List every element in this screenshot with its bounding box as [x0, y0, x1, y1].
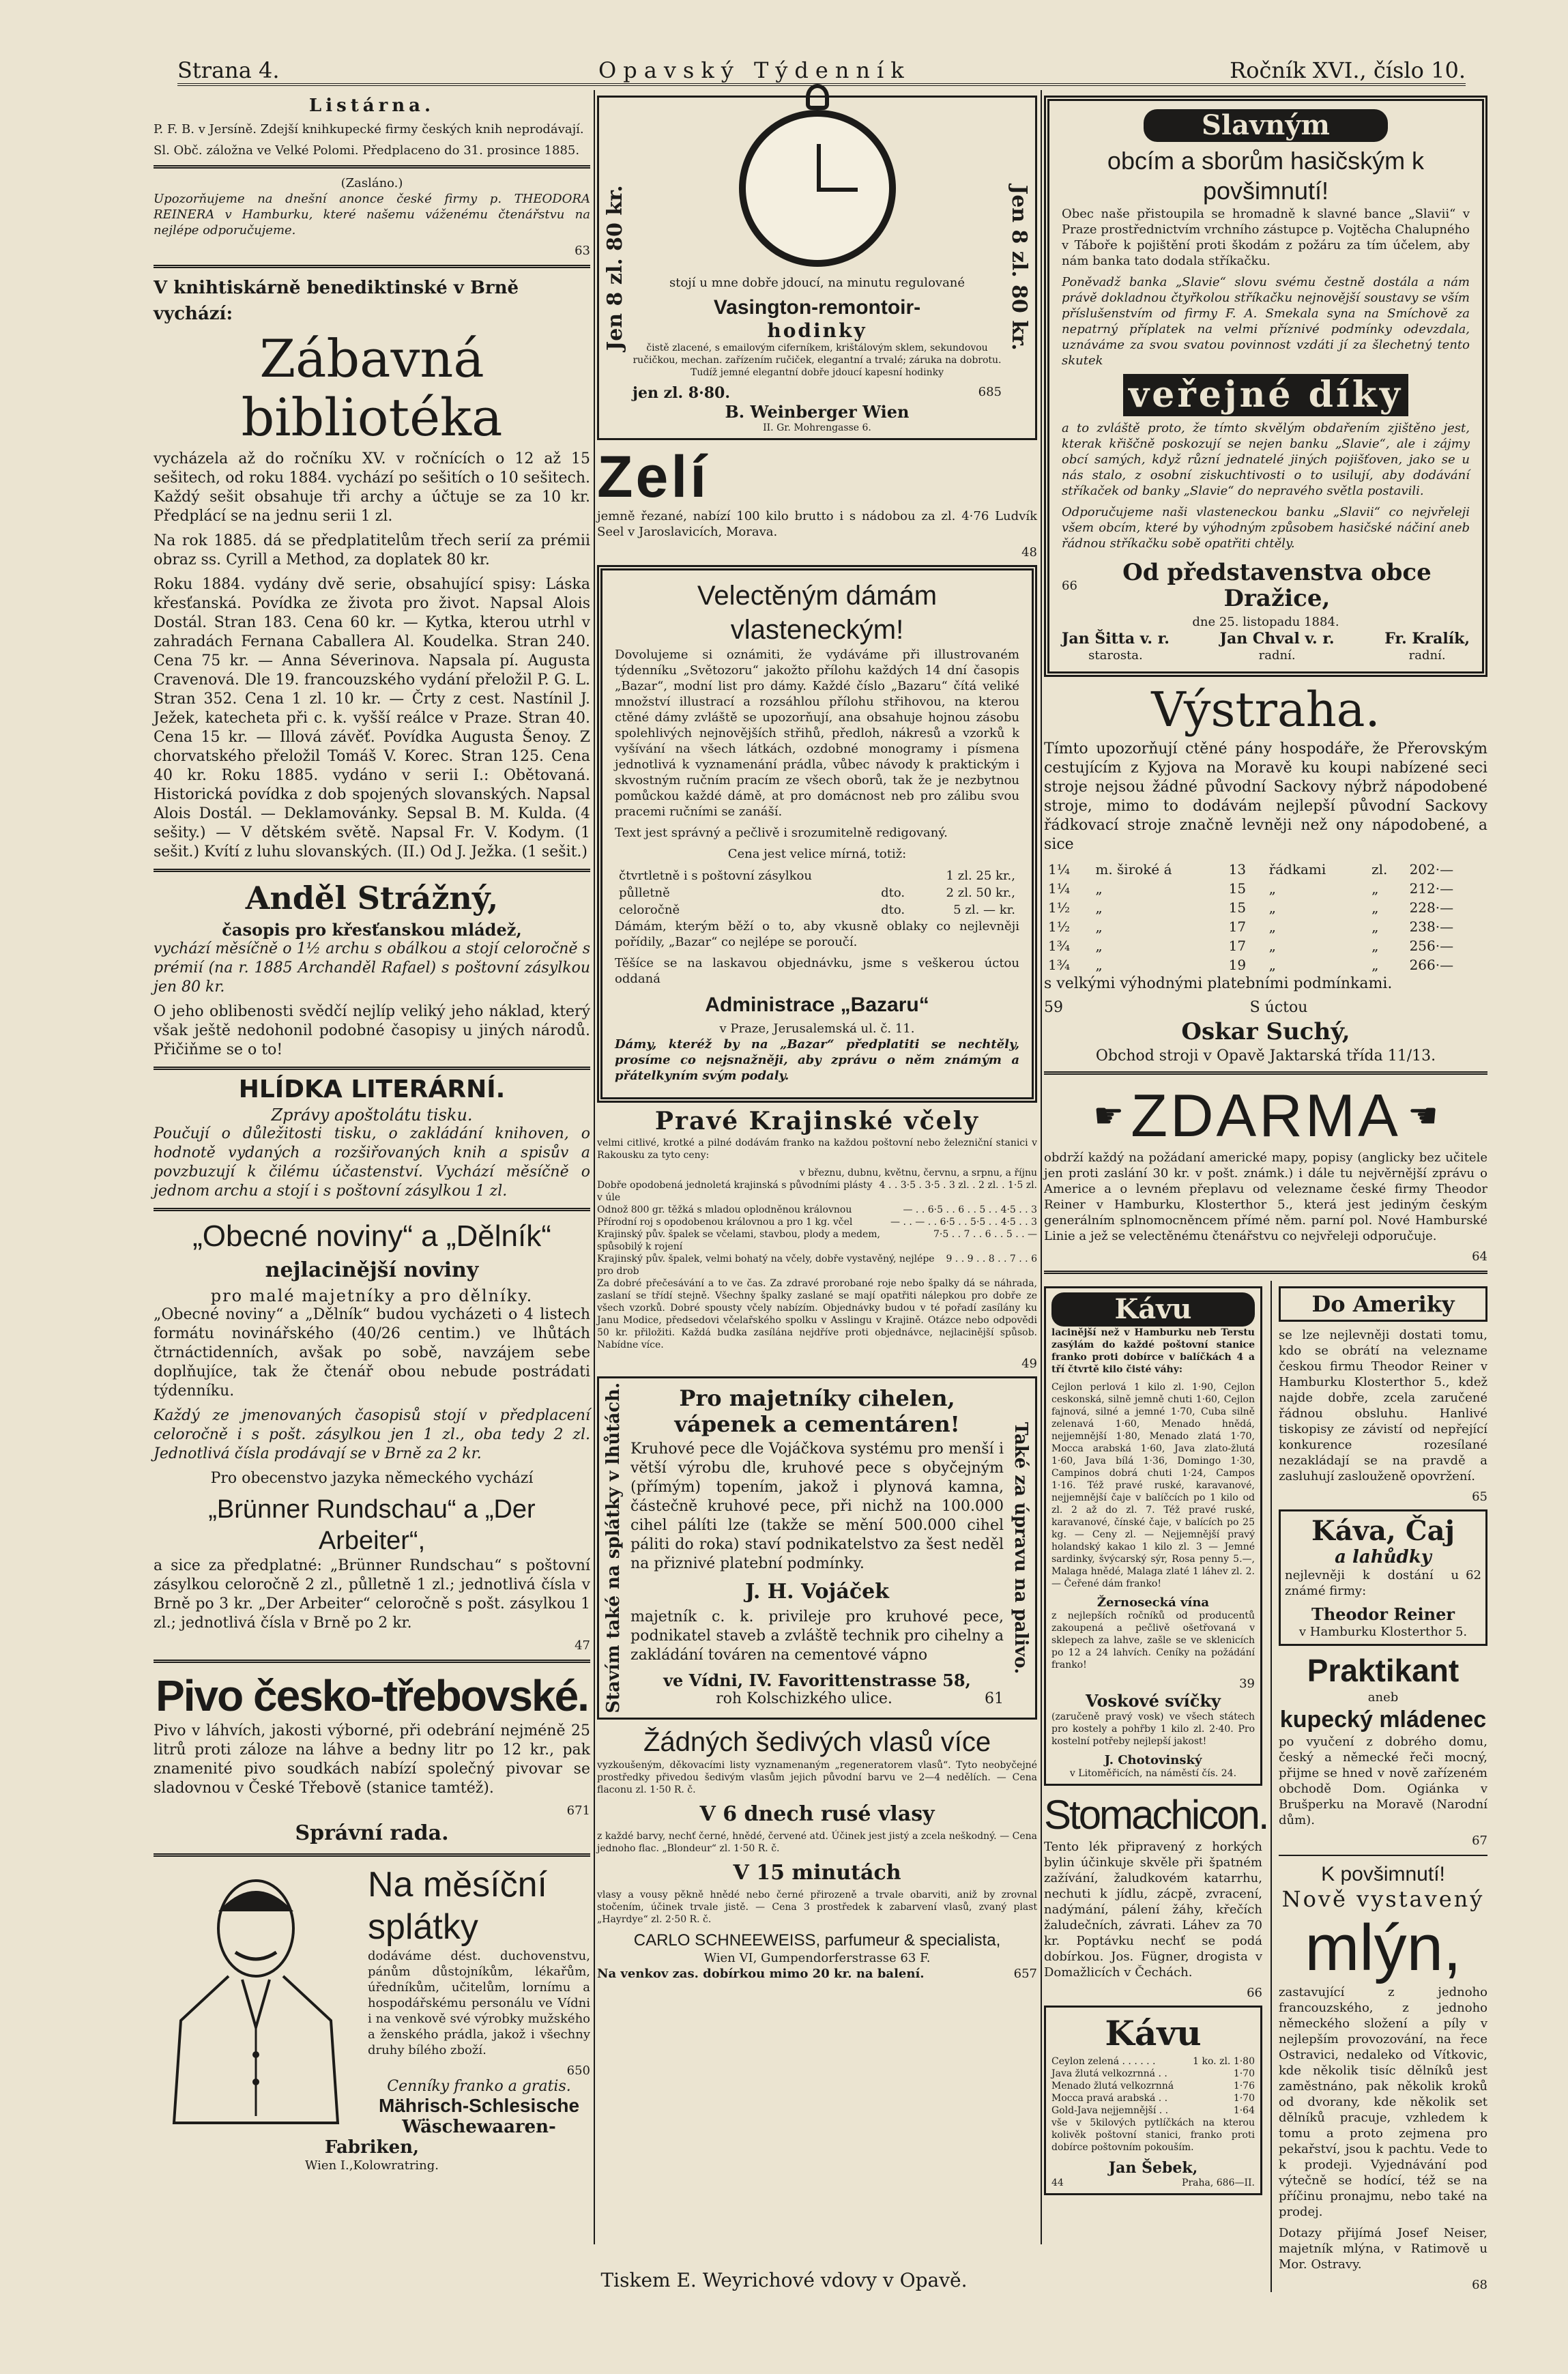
ameriky-title: Do Ameriky	[1279, 1286, 1487, 1322]
andel-subtitle: časopis pro křesťanskou mládež,	[222, 920, 522, 940]
kavacaj-ad	[1279, 1509, 1487, 1646]
pivo-title: Pivo česko-třebovské.	[156, 1671, 588, 1720]
hasici-text: Odporučujeme naši vlasteneckou banku „Slavii“ co nejvřeleji všem obcím, které by výhodným způsobem hasičské náčiní aneb řádnou stříkačku sobě opatřiti chtěly.	[1062, 505, 1470, 551]
vlasy-address: Wien VI, Gumpendorferstrasse 63 F.	[703, 1950, 931, 1965]
row-label: Krajinský pův. špalek, velmi bohatý na včely, dobře vystavěný, nejlépe pro drob	[597, 1254, 935, 1277]
row-unit: „	[1268, 918, 1276, 935]
hasici-ad	[1044, 96, 1487, 677]
row-width: 1¾	[1048, 957, 1071, 973]
row-rows: 13	[1228, 861, 1247, 878]
vlasy-text: vlasy a vousy pěkně hnědé nebo černé přirozeně a trvale obarviti, aniž by zrovnal stočením, účinek trvale jistě. — Cena 3 prostředek k zabarvení vlasů, zvaný plast „Hayrdye“ zl. 2·50 R. č.	[597, 1889, 1037, 1925]
watch-text: čistě zlacené, s emailovým ciferníkem, krištálovým sklem, sekundovou ručičkou, mechan. zařízením ručiček, elegantní a trvalé; záruka na dobrotu. Tudíž jemné elegantní dobře jdoucí kapesní hodinky	[633, 343, 1002, 378]
splatky-ad	[154, 1864, 590, 2173]
vystraha-title: Výstraha.	[1151, 682, 1380, 738]
table-row	[615, 901, 1019, 918]
obecne-text: Každý ze jmenovaných časopisů stojí v předplacení celoročně i s pošt. zásylkou jen 1 zl., oba tedy 2 zl. Jednotlivá čísla prodávají se v Brně za 2 kr.	[154, 1407, 590, 1462]
row-label: Java žlutá velkozrnná . .	[1051, 2068, 1167, 2079]
row-price: 266·—	[1409, 957, 1454, 973]
row-rows: 19	[1228, 957, 1247, 973]
row-unit: „	[1268, 899, 1276, 916]
cihly-ad	[597, 1376, 1037, 1720]
zaslano-title: (Zasláno.)	[340, 176, 403, 190]
ad-number: 39	[1239, 1677, 1255, 1691]
vlasy-title: V 15 minutách	[733, 1860, 901, 1885]
kavu2-text: vše v 5kilových pytlíčkách na kterou kolivěk poštovní stanici, franko proti dobírce poštovním pokouším.	[1051, 2117, 1255, 2153]
price-label: celoročně	[619, 903, 680, 917]
row-label: Ceylon zelená . . . . . .	[1051, 2056, 1156, 2067]
hlidka-title: HLÍDKA LITERÁRNÍ.	[238, 1075, 506, 1103]
zaslano-text: Upozorňujeme na dnešní anonce české firmy p. THEODORA REINERA v Hamburku, které našemu váženému čtenářstvu na nejlépe odporučujeme.	[154, 192, 590, 237]
cihly-address: ve Vídni, IV. Favorittenstrasse 58,	[663, 1670, 971, 1690]
mlyn-headline: Nově vystavený	[1281, 1886, 1485, 1912]
table-row	[615, 867, 1019, 884]
table-row	[597, 1204, 1037, 1216]
ad-number: 62	[1466, 1568, 1481, 1582]
listarna-title: Listárna.	[308, 96, 435, 116]
mlyn-ad	[1279, 1863, 1487, 2292]
andel-ad	[154, 879, 590, 1060]
hasici-text: a to zvláště proto, že tímto skvělým obdařením zjištěno jest, kterak křiščně poskozují se nejen banku „Slavie“, ale i zájmy obcí samých, když různí jednatelé jiných pojišťoven, jako se u nás stalo, z osobní ziskuchtivosti o to usilují, aby dodávání stříkaček od banky „Slavie“ do nepravého světla postavili.	[1062, 421, 1470, 498]
row-unit: „	[1095, 938, 1103, 954]
kavu1-candles: Voskové svíčky	[1086, 1691, 1221, 1711]
ad-number: 66	[1062, 578, 1077, 593]
watch-title: Vasington-remontoir-	[713, 296, 921, 319]
praktikant-title: kupecký mládenec	[1279, 1707, 1487, 1733]
divider	[154, 1067, 590, 1070]
signature: Fr. Kralík,	[1384, 630, 1470, 648]
table-row	[1044, 955, 1487, 974]
divider	[154, 1660, 590, 1663]
price-label: čtvrtletně i s poštovní zásylkou	[619, 869, 812, 883]
brunner-ad	[154, 1469, 590, 1653]
hasici-title: obcím a sborům hasičským k povšimnutí!	[1107, 147, 1425, 205]
signature-role: radní.	[1258, 648, 1296, 663]
vystraha-ad	[1044, 682, 1487, 1065]
pointing-hand-icon: ☛	[1093, 1096, 1124, 1135]
zabavna-ad	[154, 275, 590, 862]
vlasy-ad	[597, 1725, 1037, 1982]
vlasy-text: z každé barvy, nechť černé, hnědé, červené atd. Účinek jest jistý a zcela neškodný. — Cena jednoho flac. „Blondeur“ zl. 1·50 R. č.	[597, 1830, 1037, 1854]
table-row	[1044, 879, 1487, 898]
ad-number: 671	[566, 1804, 590, 1818]
kavu1-text: (zaručeně pravý vosk) ve všech státech pro kostely a pohřby 1 kilo zl. 2·40. Pro kostelní potřeby nejlepší jakost!	[1051, 1711, 1255, 1747]
zdarma-ad	[1044, 1082, 1487, 1264]
row-unit: „	[1095, 880, 1103, 897]
row-width: 1¾	[1048, 938, 1071, 954]
cihly-side: Stavím také na splátky v lhůtách.	[603, 1383, 624, 1713]
row-values: 7·5 . . 7 . . 6 . . 5 . . —	[933, 1229, 1037, 1240]
stomach-title: Stomachicon.	[1044, 1792, 1268, 1838]
divider	[1044, 1271, 1487, 1274]
ad-number: 64	[1472, 1249, 1487, 1264]
divider	[154, 1208, 590, 1211]
listarna-letter: P. F. B. v Jersíně. Zdejší knihkupecké firmy českých knih neprodávají.	[154, 122, 584, 136]
obecne-text: „Obecné noviny“ a „Dělník“ budou vycházeti o 4 listech formátu novinářského (40/26 centim.) ve lhůtách čtrnáctidenních, avšak po sobě, navzájem sebe doplňujíce, tak že čtenář obou nebude postrádati týdenníku.	[154, 1306, 590, 1400]
row-values: 9 . . 9 . . 8 . . 7 . . 6	[946, 1254, 1037, 1264]
table-row	[597, 1216, 1037, 1228]
cihly-side: Také za úpravu na palivo.	[1011, 1421, 1031, 1674]
kavu1-text: z nejlepších ročníků od producentů zakoupená a pečlivě ošetřovaná v sklepech za lahve, zašle se ve sklenicích po 12 a 24 lahvích. Ceníky na požádání franko!	[1051, 1610, 1255, 1670]
row-label: Gold-Java nejjemnější . .	[1051, 2105, 1169, 2116]
row-price: 228·—	[1409, 899, 1454, 916]
row-unit: „	[1095, 899, 1103, 916]
table-row	[1044, 860, 1487, 879]
splatky-firm: Mährisch-Schlesische	[378, 2095, 580, 2116]
praktikant-title: Praktikant	[1307, 1653, 1460, 1688]
vcely-text: velmi citlivé, krotké a pilné dodávám franko na každou poštovní nebo železniční stanici v Rakousku za tyto ceny:	[597, 1138, 1037, 1161]
hlidka-text: Poučují o důležitosti tisku, o zakládání knihoven, o hodnotě vydaných a rozšiřovaných knih a spisův a povzbuzují k čilému účastenství. Vychází měsíčně o jednom archu a stojí i s poštovní zásylkou 1 zl.	[154, 1125, 590, 1200]
zabavna-text: vycházela až do ročníku XV. v ročnících o 12 až 15 sešitech, od roku 1884. vychází po sešitích o 10 sešitech. Každý sešit obsahuje tři archy a účtuje se za 10 kr. Předplácí se na jednu serii 1 zl.	[154, 450, 590, 525]
vlasy-title: V 6 dnech rusé vlasy	[699, 1801, 935, 1826]
kavu1-text: Cejlon perlová 1 kilo zl. 1·90, Cejlon ceskonská, silně jemně chuti 1·60, Cejlon fajnová, silné a jemné 1·70, Cuba silně zelenavá 1·60, Menado hnědá, nejjemnější 1·80, Menado zlatá 1·70, Mocca arabská 1·60, Java zlato-žlutá 1·60, Java bílá 1·36, Domingo 1·30, Campinos dobrá chuti 1·24, Campos 1·16. Též pravé ruské, karavanové, nejjemnější čaje v balíčcích po 1 kilo od zl. 2 až do zl. 7. Též pravé ruské, karavanové, čínské čaje, v balících po 25 kg. — Ceny zl. — Nejjemnější pravý holandský kakao 1 kilo zl. 3 — Jemné sardinky, švýcarský sýr, Rosa penny 5.—, Malaga hnědé, Malaga zlaté 1 láhev zl. 2.— Čeřené dám franko!	[1051, 1382, 1255, 1589]
kavu1-firm: J. Chotovinský	[1104, 1753, 1202, 1767]
watch-text: stojí u mne dobře jdoucí, na minutu regulované	[669, 276, 966, 290]
mlyn-text: zastavující z jednoho francouzského, z jednoho německého složení a píly v nejlepším provozování, na řece Ostravici, nedaleko od Vítkovic, kde několik tisíc dělníků jest zaměstnáno, pak několik kroků od dvorany, kde několik set dělníků pracuje, vzhledem k tomu a proto zejmena pro pekařství, jsou k pachtu. Vede to k prodeji. Vyjednávání pod výtečně se hodící, též se na příčinu pronajmu, nebo také na prodej.	[1279, 1985, 1487, 2219]
table-row	[1044, 898, 1487, 917]
kavacaj-title: Káva, Čaj	[1311, 1515, 1455, 1547]
bazar-price-table	[615, 867, 1019, 918]
price-ditto: dto.	[881, 886, 905, 900]
bazar-admin: Administrace „Bazaru“	[705, 994, 929, 1016]
watch-firm: B. Weinberger Wien	[725, 402, 910, 422]
row-rows: 15	[1228, 899, 1247, 916]
price-value: 1 zl. 25 kr.,	[946, 869, 1015, 883]
kavu2-signature: Jan Šebek,	[1108, 2159, 1198, 2177]
vlasy-firm: CARLO SCHNEEWEISS, parfumeur & specialista,	[633, 1930, 1001, 1950]
hasici-text: Poněvadž banka „Slavie“ slovu svému čestně dostála a nám právě dokladnou čtyřkolou stříkačku nejnovější soustavy se vším příslušenstvím od firmy F. A. Smekala syna na Smíchově za nepatrný příplatek na velmi příznivé podmínky odevzdala, uznáváme za svou svatou povinnost vzdáti jí za šlechetný tento skutek	[1062, 275, 1470, 368]
row-label: Menado žlutá velkozrnná	[1051, 2081, 1174, 2091]
row-rows: 17	[1228, 938, 1247, 954]
watch-price-side: Jen 8 zl. 80 kr.	[1007, 185, 1031, 351]
table-row	[615, 884, 1019, 901]
row-width: 1½	[1048, 918, 1071, 935]
row-width: 1¼	[1048, 861, 1071, 878]
table-row	[1044, 936, 1487, 955]
row-value: 1·76	[1233, 2081, 1255, 2091]
row-currency: „	[1371, 938, 1379, 954]
bazar-text: Dovolujeme si oznámiti, že vydáváme při illustrovaném týdenníku „Světozoru“ jakožto přílohu každých 14 dní časopis „Bazar“, modní list pro dámy. Každé číslo „Bazaru“ čítá veliké množství illustrací a rozsáhlou přílohu střihovou, na kterou ctěné dámy zvláště se upozorňují, ana obsahuje hojnou zásobu spolehlivých nejnovějších střihů, předloh, nákresů a vzorků k vyšívání na všech látkách, ozdobné monogramy i písmena jednotlivá k vyznamenání prádla, vůbec návody k praktickým i skvostným ručním pracím ze všech oborů, tak že je nezbytnou pomůckou každé dámě, at pro domácnost neb pro zálibu svou pracemi ručními se zanáší.	[615, 648, 1019, 819]
column-3	[1044, 90, 1487, 2292]
bazar-text: Dámám, kterým běží o to, aby vkusně oblaky co nejlevněji pořídily, „Bazar“ co nejlépe se poroučí.	[615, 919, 1019, 949]
mlyn-headline: K povšimnutí!	[1321, 1863, 1445, 1885]
divider	[154, 1853, 590, 1857]
ad-number: 657	[1013, 1966, 1037, 1981]
row-label: Krajinský pův. špalek se včelami, stavbou, plody a medem, spůsobilý k rojení	[597, 1229, 881, 1252]
brunner-title: „Brünner Rundschau“ a „Der Arbeiter“,	[208, 1495, 536, 1555]
zabavna-text: Roku 1884. vydány dvě serie, obsahující spisy: Láska křesťanská. Povídka ze života pro život. Napsal Alois Dostál. Stran 183. Cena 60 kr. — Kytka, kterou utrhl v zahradách Fernana Caballera Al. Koudelka. Stran 240. Cena 75 kr. — Anna Séverinova. Napsala pí. Augusta Cravenová. Dle 19. francouzského vydání přeložil P. G. L. Stran 352. Cena 1 zl. 10 kr. — Črty z cest. Nastínil J. Ježek, katecheta při c. k. vyšší reálce v Praze. Stran 40. Cena 15 kr. — Illová závěť. Povídka Augusta Šenoy. Z chorvatského přeložil Tomáš V. Korec. Stran 125. Cena 40 kr. Roku 1885. vydáno v serii I.: Obětovaná. Historická povídka z dob spojených slovanských. Napsal Alois Dostál. — Deklamovánky. Sepsal B. M. Kulda. (4 sešity.) — V dětském světě. Napsal Fr. V. Kodym. (1 sešit.) Kvítí z luhu slovanských. (II.) Od J. Ježka. (1 sešit.)	[154, 576, 590, 860]
column-divider	[1041, 90, 1042, 2244]
right-subcol	[1271, 1281, 1487, 2292]
row-currency: „	[1371, 899, 1379, 916]
divider	[1044, 1071, 1487, 1075]
vcely-table-head: v březnu, dubnu, květnu, červnu, a srpnu, a říjnu	[799, 1168, 1037, 1178]
andel-text: O jeho oblibenosti svědčí nejlíp veliký jeho náklad, který však ještě nedohonil podobné časopisy u jiných národů. Přičiňme se o to!	[154, 1003, 590, 1058]
hasici-title: Slavným	[1144, 109, 1389, 142]
price-value: 5 zl. — kr.	[953, 903, 1015, 917]
left-subcol	[1044, 1281, 1268, 2292]
row-label: Přírodní roj s opodobenou královnou a pro 1 kg. včel	[597, 1217, 853, 1228]
cihly-address: roh Kolschizkého ulice.	[716, 1690, 892, 1707]
pivo-signature: Správní rada.	[295, 1821, 449, 1845]
lower-grid	[1044, 1281, 1487, 2292]
obecne-subtitle: nejlacinější noviny	[265, 1258, 479, 1282]
vystraha-text: Tímto upozorňují ctěné pány hospodáře, že Přerovským cestujícím z Kyjova na Moravě ku koupi nabízené seci stroje nejsou žádné původní Sackovy nýbrž nápodobené stroje, mimo to dodávám nejlepší původní Sackovy řádkovací stroje značně levněji než ony nápodobené, a sice	[1044, 740, 1487, 853]
hasici-from: Od představenstva obce Dražice,	[1122, 559, 1432, 612]
divider	[154, 869, 590, 872]
splatky-title: Na měsíční splátky	[368, 1865, 547, 1947]
row-label: Odnož 800 gr. těžká s mladou oplodněnou královnou	[597, 1204, 852, 1215]
newspaper-title: Opavský Týdenník	[598, 57, 911, 83]
row-currency: zl.	[1371, 861, 1388, 878]
row-currency: „	[1371, 957, 1379, 973]
kavacaj-text: nejlevněji k dostání u známé firmy:	[1285, 1568, 1460, 1598]
kavu1-text: lacinější než v Hamburku neb Terstu zasýlám do každé poštovní stanice franko proti dobírce v balíčkách 4 a tří čtvrtě kilo čisté váhy:	[1051, 1327, 1255, 1375]
watch-address: II. Gr. Mohrengasse 6.	[763, 422, 871, 433]
row-unit: „	[1268, 880, 1276, 897]
signature: Jan Chval v. r.	[1219, 630, 1335, 648]
listarna-section	[154, 93, 590, 158]
signature-role: radní.	[1408, 648, 1446, 663]
page-header	[177, 46, 1466, 86]
row-unit: řádkami	[1268, 861, 1326, 878]
row-values: 4 . . 3·5 . 3·5 . 3 zl. . 2 zl. . 1·5 zl.	[879, 1180, 1037, 1191]
kavu2-address: Praha, 686—II.	[1182, 2177, 1255, 2188]
issue-number: Ročník XVI., číslo 10.	[1230, 57, 1466, 83]
row-unit: „	[1268, 957, 1276, 973]
cihly-text: majetník c. k. privileje pro kruhové pece, podnikatel staveb a zvláště technik pro cihelny a zakládání továren na cementové vápno	[630, 1608, 1004, 1664]
kavu1-title: Kávu	[1051, 1292, 1255, 1327]
row-currency: „	[1371, 918, 1379, 935]
vcely-title: Pravé Krajinské včely	[654, 1107, 980, 1135]
splatky-firm: Wäschewaaren-Fabriken,	[324, 2117, 556, 2158]
splatky-address: Wien I.,Kolowratring.	[304, 2158, 439, 2173]
hlidka-ad	[154, 1077, 590, 1201]
vlasy-title: Žádných šedivých vlasů více	[643, 1726, 991, 1757]
row-value: 1·70	[1233, 2068, 1255, 2079]
vlasy-note: Na venkov zas. dobírkou mimo 20 kr. na balení.	[597, 1966, 925, 1981]
row-label: Mocca pravá arabská . .	[1051, 2093, 1168, 2104]
cihly-text: Kruhové pece dle Vojáčkova systému pro menší i větší výrobu dle, kruhové pece s obyčejným (přímým) topením, jakož i plynová kamna, částečně kruhové pece, při nichž na 100.000 cihel pálíti lze (takže se mění 500.000 cihel páliti do roka) staví podnikatelstvo za šest neděl na přiznivé platební podmínky.	[630, 1441, 1004, 1572]
ad-number: 44	[1051, 2177, 1064, 2188]
kavacaj-address: v Hamburku Klosterthor 5.	[1298, 1625, 1468, 1639]
brunner-text: a sice za předplatné: „Brünner Rundschau“ s poštovní zásylkou celoročně 2 zl., půlletně 1 zl.; jednotlivá čísla v Brně po 3 kr. „Der Arbeiter“ celoročně s pošt. zásylkou 1 zl.; jednotlivá čísla v Brně po 2 kr.	[154, 1557, 590, 1632]
table-row	[1044, 917, 1487, 936]
ad-number: 65	[1472, 1490, 1487, 1504]
praktikant-text: po vyučení z dobrého domu, český a německé řeči mocný, přijme se hned v nově zařízeném obchodě Dom. Ogiánka v Brušperku na Moravě (Narodní dům).	[1279, 1735, 1487, 1827]
publisher-intro: V knihtiskárně benediktinské v Brně vychází:	[154, 278, 519, 324]
signature: Jan Šitta v. r.	[1062, 630, 1170, 648]
kavu2-title: Kávu	[1105, 2013, 1202, 2053]
mlyn-text: Dotazy přijímá Josef Neiser, majetník mlýna, v Ratimově u Mor. Ostravy.	[1279, 2226, 1487, 2272]
table-row	[1051, 2104, 1255, 2117]
divider	[154, 265, 590, 268]
table-row	[597, 1179, 1037, 1204]
obecne-ad	[154, 1218, 590, 1464]
man-portrait-icon	[154, 1864, 358, 2123]
splatky-text: dodáváme dést. duchovenstvu, pánům důstojníkům, lékařům, úředníkům, učitelům, lornímu a hospodářskému personálu ve Vídni i na venkově své výrobky mužského a ženského prádla, jakož i všechny druhy bílého zboží.	[368, 1949, 590, 2057]
zabavna-text: Na rok 1885. dá se předplatitelům třech serií za prémii obraz ss. Cyrill a Method, za doplatek 80 kr.	[154, 532, 590, 568]
vystraha-respect: S úctou	[1249, 999, 1308, 1016]
ad-number: 47	[575, 1638, 590, 1653]
row-unit: „	[1268, 938, 1276, 954]
ameriky-text: se lze nejlevněji dostati tomu, kdo se obrátí na velezname českou firmu Theodor Reiner v Hamburku Klosterthor 5., kdež najde dobře, zcela zaručené řádnou obsluhu. Hanlivé tiskopisy ze závistí od nepřející konkurence rozesílané nezakládají se na pravdě a zasluhují zaslouženě opovržení.	[1279, 1328, 1487, 1483]
kavu1-wine: Žernosecká vína	[1097, 1595, 1210, 1610]
row-width: 1½	[1048, 899, 1071, 916]
divider	[1279, 1855, 1487, 1856]
row-unit: „	[1095, 918, 1103, 935]
row-rows: 15	[1228, 880, 1247, 897]
obecne-subtitle: pro malé majetníky a pro dělníky.	[210, 1286, 534, 1305]
andel-title: Anděl Strážný,	[245, 880, 499, 916]
vcely-text: Za dobré přečesávání a to ve čas. Za zdravé prorobané roje nebo špalky dá se náhrada, zaslaní se třídí stejně. Všechny špalky zaslané se mají opatřiti nálepkou pro dobře ze všech vzorků. Dobré spousty včely nabízím. Objednávky budou v té pořadí zasílány ku Janu Modice, předsedovi včelařského spolku v Asslingu v Krajině. Otázce nebo odpovědi 50 kr. přiložiti. Každá budka zasílána nejdříve proti objednávce, nejlacinější spůsob. Nabídne více.	[597, 1278, 1037, 1350]
vlasy-text: vyzkoušeným, děkovacími listy vyznamenaným „regeneratorem vlasů“. Tyto neobyčejné prostředky přivedou šedivým vlasům jejich původní barvu ve 2—4 nedělích. — Cena flaconu zl. 1·50 R. č.	[597, 1759, 1037, 1795]
column-1	[154, 90, 590, 2244]
kavacaj-subtitle: a lahůdky	[1335, 1547, 1432, 1567]
pointing-hand-icon: ☛	[1407, 1096, 1438, 1135]
splatky-cenniky: Cenníky franko a gratis.	[387, 2078, 571, 2095]
row-values: — . . — . . 6·5 . . 5·5 . . 4·5 . . 3	[890, 1217, 1037, 1228]
row-value: 1·64	[1233, 2105, 1255, 2116]
row-price: 256·—	[1409, 938, 1454, 954]
table-row	[1051, 2080, 1255, 2092]
ad-number: 49	[1021, 1357, 1037, 1371]
ad-number: 68	[1472, 2278, 1487, 2292]
zdarma-title: ZDARMA	[1131, 1082, 1401, 1149]
bazar-text: Těšíce se na laskavou objednávku, jsme s veškerou úctou oddaná	[615, 956, 1019, 986]
table-row	[1051, 2092, 1255, 2104]
bazar-text: Text jest správný a pečlivě i srozumitelně redigovaný.	[615, 826, 948, 840]
column-2	[597, 90, 1037, 2244]
brunner-intro: Pro obecenstvo jazyka německého vychází	[210, 1470, 534, 1487]
column-divider	[594, 90, 595, 2244]
vcely-ad	[597, 1108, 1037, 1371]
row-value: 1 ko. zl. 1·80	[1193, 2056, 1255, 2067]
price-ditto: dto.	[881, 903, 905, 917]
vystraha-text: s velkými výhodnými platebními podmínkami.	[1044, 975, 1393, 992]
ad-number: 67	[1472, 1834, 1487, 1848]
row-price: 238·—	[1409, 918, 1454, 935]
zaslano-section	[154, 175, 590, 258]
watch-price-side: Jen 8 zl. 80 kr.	[603, 185, 627, 351]
zeli-text: jemně řezané, nabízí 100 kilo brutto i s nádobou za zl. 4·76 Ludvík Seel v Jaroslavicích, Morava.	[597, 509, 1037, 539]
row-label: Dobře opodobená jednoletá krajinská s původními plásty v úle	[597, 1180, 873, 1203]
printer-footer: Tiskem E. Weyrichové vdovy v Opavě.	[600, 2269, 968, 2291]
ad-number: 685	[978, 385, 1002, 399]
kavu1-address: v Litoměřicích, na náměstí čís. 24.	[1069, 1768, 1237, 1779]
pivo-text: Pivo v láhvích, jakosti výborné, při odebrání nejméně 25 litrů proti záloze na láhve a bedny litr po 12 kr., pak znamenité pivo soudkách nabízí společný pivovar se sladovnou v České Třebově (stanice tamtéž).	[154, 1722, 590, 1797]
cihly-firm: J. H. Vojáček	[745, 1580, 889, 1604]
vcely-table	[597, 1179, 1037, 1277]
mlyn-title: mlýn,	[1305, 1911, 1462, 1984]
row-currency: „	[1371, 880, 1379, 897]
cihly-title: Pro majetníky cihelen, vápenek a cementáren!	[674, 1385, 960, 1437]
kavu1-ad	[1044, 1286, 1262, 1786]
ad-number: 61	[985, 1690, 1004, 1707]
watch-ad	[597, 96, 1037, 440]
ad-number: 66	[1247, 1986, 1262, 2000]
vystraha-signature: Oskar Suchý,	[1181, 1018, 1350, 1045]
vystraha-address: Obchod stroji v Opavě Jaktarská třída 11/13.	[1095, 1047, 1436, 1065]
hasici-date: dne 25. listopadu 1884.	[1192, 615, 1339, 629]
obecne-title: „Obecné noviny“ a „Dělník“	[192, 1219, 551, 1253]
zabavna-title: Zábavná bibliotéka	[241, 328, 503, 448]
stomach-text: Tento lék připravený z horkých bylin účinkuje skvěle při špatném zažívání, žaludkovém katarrhu, nechuti k jídlu, zácpě, zvracení, nadýmání, pálení žáhy, křečích žaludečních, závrati. Láhev za 70 kr. Poptávku nechť se podá dobírkou. Jos. Fügner, drogista v Domažlicích v Čechách.	[1044, 1840, 1262, 1980]
hlidka-subtitle: Zprávy apoštolátu tisku.	[271, 1105, 473, 1125]
kavu2-ad	[1044, 2006, 1262, 2195]
ad-number: 650	[566, 2064, 590, 2078]
table-row	[1051, 2068, 1255, 2080]
price-value: 2 zl. 50 kr.,	[946, 886, 1015, 900]
ameriky-ad	[1279, 1286, 1487, 1504]
zeli-ad	[597, 446, 1037, 560]
page-number: Strana 4.	[177, 57, 280, 83]
row-unit: m. široké á	[1095, 861, 1172, 878]
table-row	[597, 1228, 1037, 1253]
bazar-text: Cena jest velice mírná, totiž:	[727, 847, 907, 861]
ad-number: 48	[1021, 545, 1037, 560]
signature-role: starosta.	[1088, 648, 1143, 663]
ad-number: 63	[575, 244, 590, 258]
hasici-text: Obec naše přistoupila se hromadně k slavné bance „Slavii“ v Praze prostřednictvím vrchního zástupce p. Vojtěcha Chalupného v Táboře k pojištění proti škodám z požáru za tím účelem, aby nám banka tato dodala stříkačku.	[1062, 207, 1470, 268]
table-row	[597, 1253, 1037, 1277]
table-row	[1051, 2055, 1255, 2068]
divider	[154, 165, 590, 169]
vystraha-price-table	[1044, 860, 1487, 974]
row-rows: 17	[1228, 918, 1247, 935]
bazar-text: Dámy, kteréž by na „Bazar“ předplatiti se nechtěly, prosíme co nejsnažněji, aby zprávu o něm známým a přátelkyním svým podaly.	[615, 1037, 1019, 1083]
praktikant-aneb: aneb	[1367, 1690, 1399, 1705]
praktikant-ad	[1279, 1651, 1487, 1848]
row-price: 212·—	[1409, 880, 1454, 897]
watch-price: jen zl. 8·80.	[633, 384, 731, 402]
listarna-letter: Sl. Obč. záložna ve Velké Polomi. Předplaceno do 31. prosince 1885.	[154, 143, 580, 158]
ad-number: 59	[1044, 999, 1063, 1016]
row-price: 202·—	[1409, 861, 1454, 878]
row-value: 1·70	[1233, 2093, 1255, 2104]
stomach-ad	[1044, 1791, 1268, 2000]
bazar-title: Velectěným dámám vlasteneckým!	[697, 581, 938, 645]
andel-text: vychází měsíčně o 1½ archu s obálkou a stojí celoročně s prémií (na r. 1885 Archanděl Rafael) s poštovní zásylkou jen 80 kr.	[154, 940, 590, 996]
bazar-ad	[597, 565, 1037, 1103]
zeli-title: Zelí	[597, 444, 710, 510]
row-width: 1¼	[1048, 880, 1071, 897]
row-values: — . . 6·5 . . 6 . . 5 . . 4·5 . . 3	[903, 1204, 1037, 1215]
watch-title: hodinky	[767, 319, 867, 342]
price-label: půlletně	[619, 886, 670, 900]
pocket-watch-icon	[739, 110, 896, 267]
hasici-thanks: veřejné díky	[1123, 374, 1409, 416]
zdarma-text: obdrží každý na požádaní americké mapy, popisy (anglicky bez učitele jen proti zaslání 30 kr. v pošt. známk.) i dále tu nejvěrnější zprávu o Americe a o levném přeplavu od velezname české firmy Theodor Reiner v Hamburku, Klosterthor 5., která jest jediným českým generálním splnomocněncem přímé něm. parní pol. Nové Hamburské Linie a jež se velectěnému čtenářstvu co nejvřeleji odporučuje.	[1044, 1150, 1487, 1243]
pivo-ad	[154, 1670, 590, 1847]
bazar-address: v Praze, Jerusalemská ul. č. 11.	[719, 1022, 915, 1036]
row-unit: „	[1095, 957, 1103, 973]
kavacaj-firm: Theodor Reiner	[1311, 1604, 1455, 1624]
